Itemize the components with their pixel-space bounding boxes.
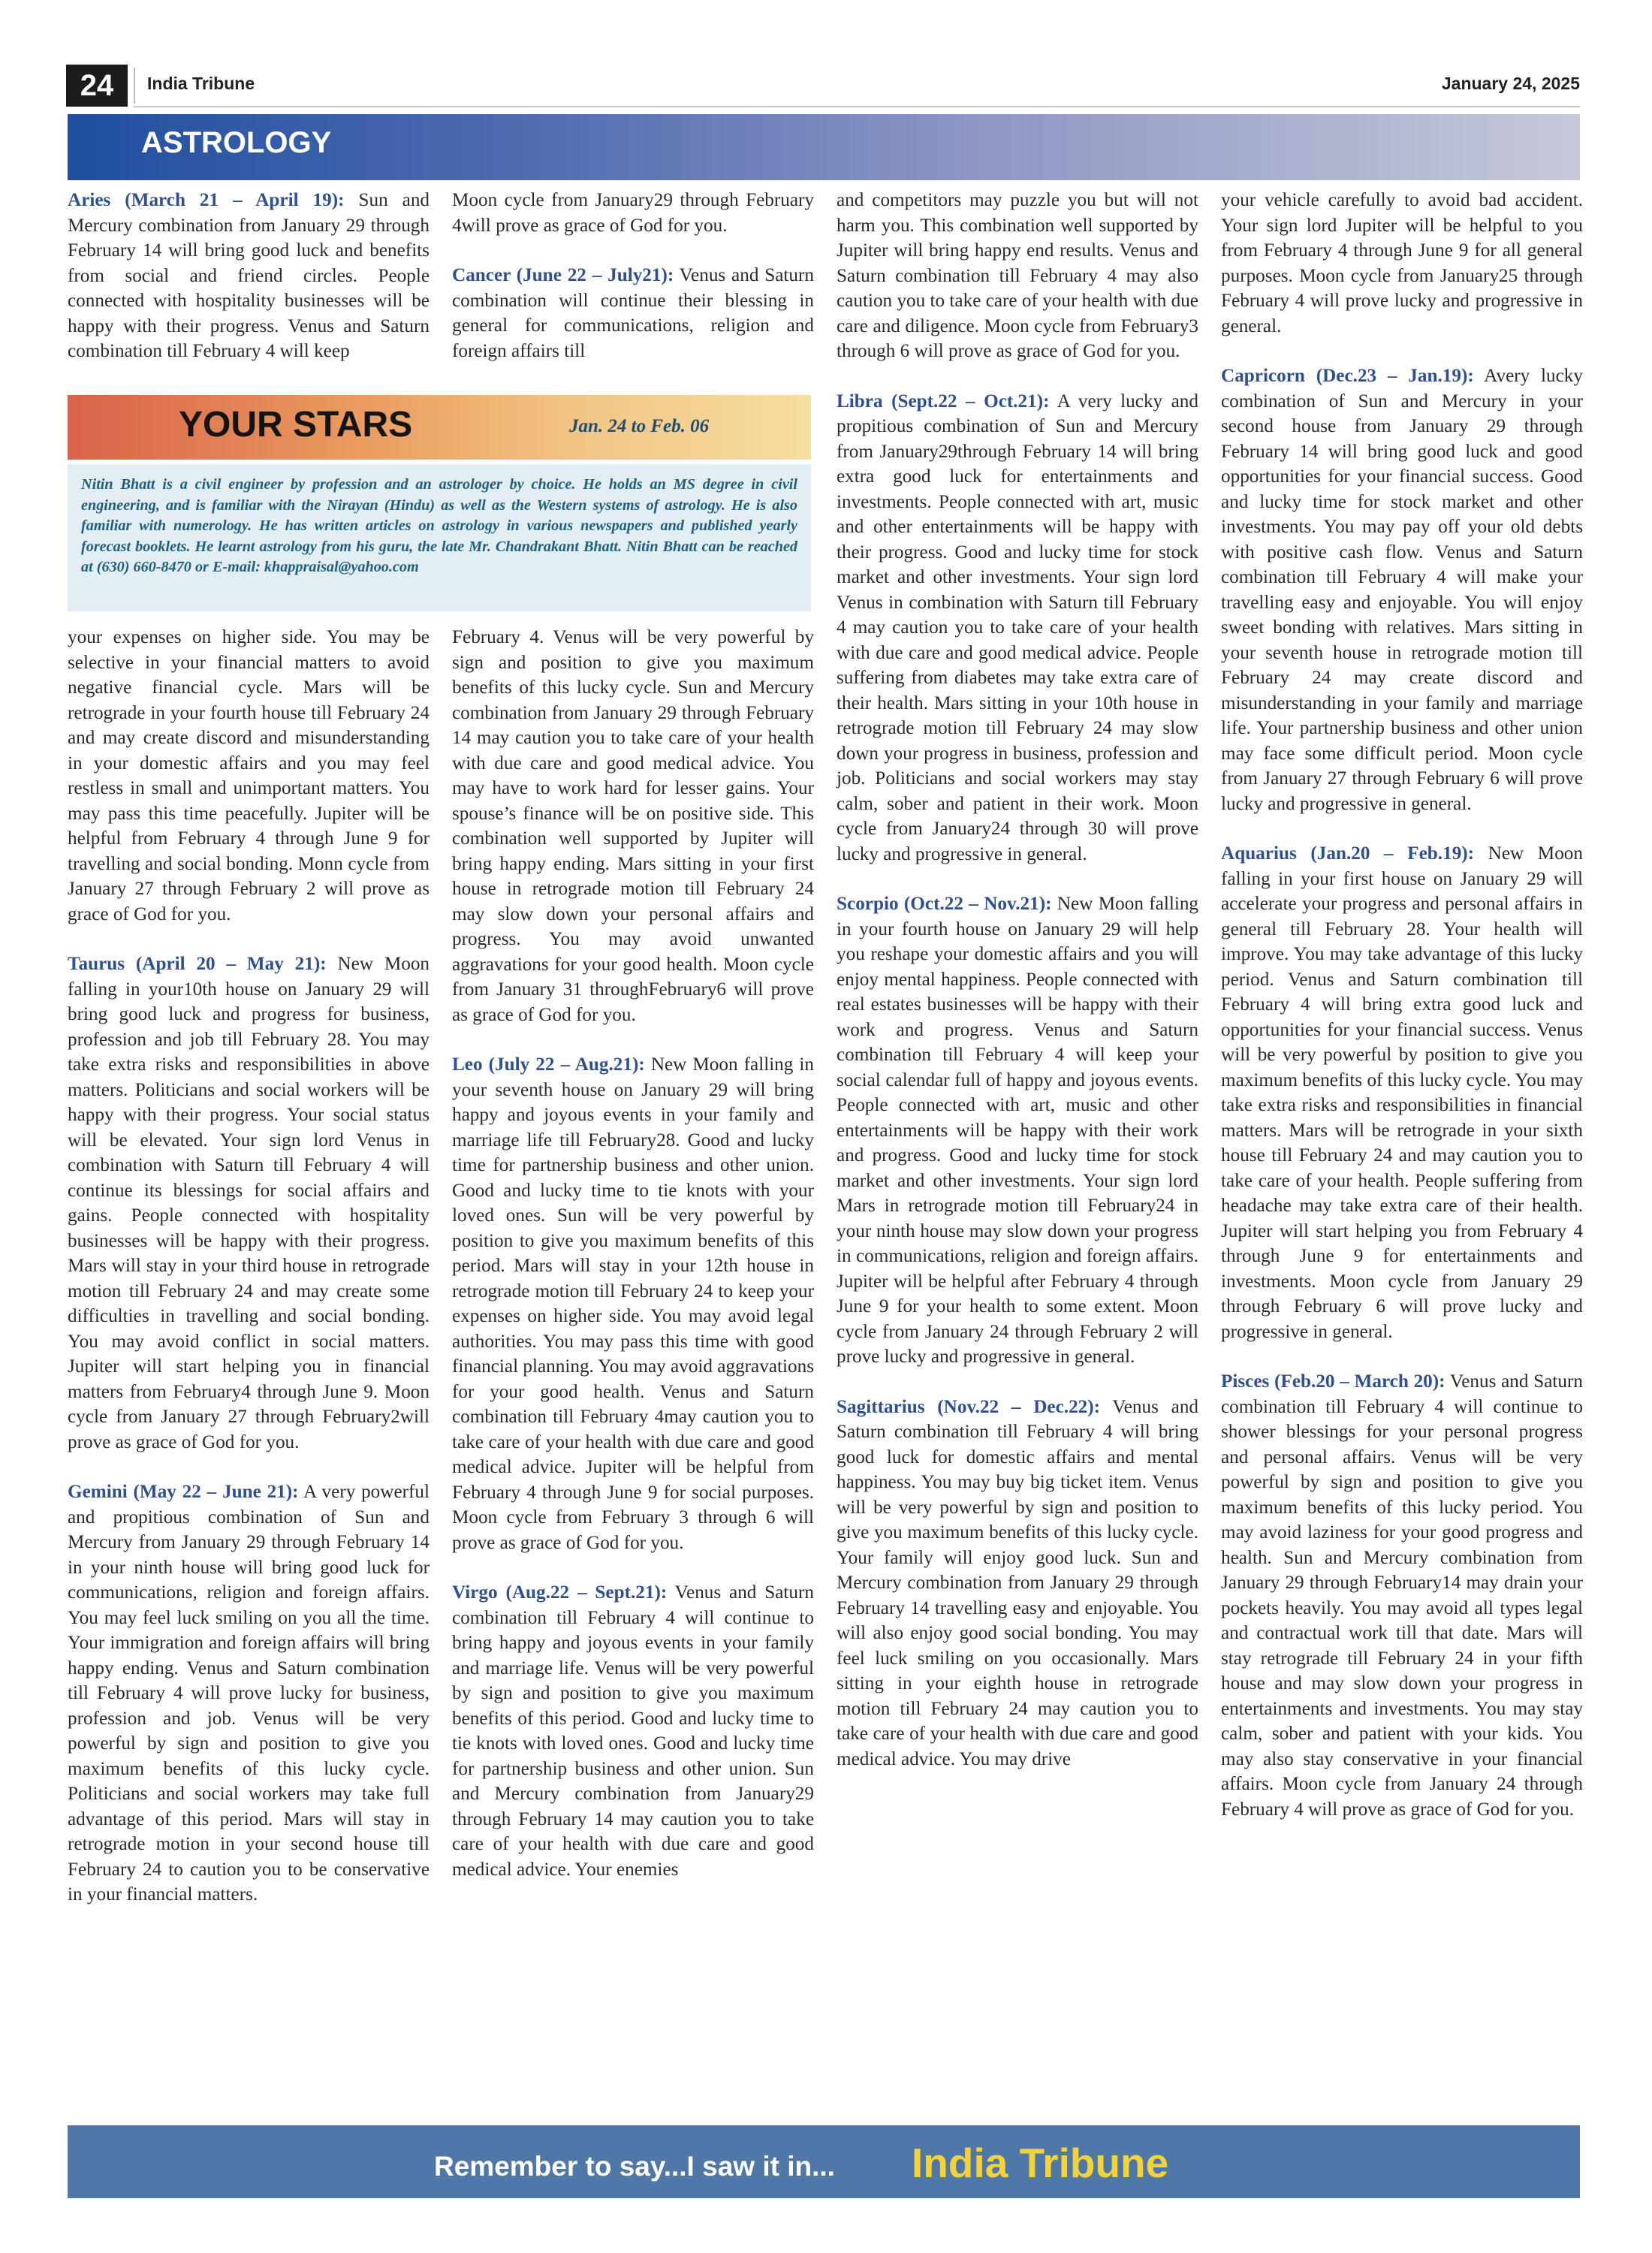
sign-heading: Gemini (May 22 – June 21):: [68, 1482, 299, 1502]
your-stars-title: YOUR STARS: [179, 405, 413, 445]
horoscope-text: New Moon falling in your first house on January 29 will accelerate your progress and personal affairs in general till February 28. Your health will improve. You may take advantage of this lucky period. Venus and Saturn combination till February 4 will bring extra good luck and opportunities for your financial success. Venus will be very powerful by position to give you maximum benefits of this lucky cycle. You may take extra risks and responsibilities in financial matters. Mars will be retrograde in your sixth house till February 24 and may caution you to take care of your health. People suffering from headache may take extra care of their health. Jupiter will start helping you from February 4 through June 9 for entertainments and investments. Moon cycle from January 29 through February 6 will prove lucky and progressive in general.: [1221, 843, 1583, 1342]
footer-banner: [68, 2125, 1580, 2198]
horoscope-libra: [837, 389, 1198, 867]
horoscope-text: New Moon falling in your10th house on January 29 will bring good luck and progress for business, profession and job till February 28. You may take extra risks and responsibilities in above matters. Politicians and social workers will be happy with their progress. Your social status will be elevated. Your sign lord Venus in combination with Saturn till February 4 will continue its blessings for social affairs and gains. People connected with hospitality businesses will be happy with their progress. Mars will stay in your third house in retrograde motion till February 24 and may create some difficulties in travelling and social bonding. You may avoid conflict in social matters. Jupiter will start helping you in financial matters from February4 through June 9. Moon cycle from January 27 through February2will prove as grace of God for you.: [68, 954, 430, 1452]
sign-heading: Aries (March 21 – April 19):: [68, 190, 345, 210]
column-2: [452, 625, 814, 1882]
horoscope-text: Avery lucky combination of Sun and Mercury in your second house from January 29 through February 14 will bring good luck and good opportunities for your financial success. Good and lucky time for stock market and other investments. You may pay off your old debts with positive cash flow. Venus and Saturn combination till February 4 will make your travelling easy and enjoyable. You will enjoy sweet bonding with relatives. Mars sitting in your seventh house in retrograde motion till February 24 may create discord and misunderstanding in your family and marriage life. Your partnership business and other union may face some difficult period. Moon cycle from January 27 through February 6 will prove lucky and progressive in general.: [1221, 366, 1583, 814]
horoscope-text: Moon cycle from January29 through February 4will prove as grace of God for you.: [452, 190, 814, 236]
column-1-top: [68, 188, 430, 364]
horoscope-aquarius: [1221, 841, 1583, 1344]
section-title: ASTROLOGY: [141, 126, 332, 159]
horoscope-text: New Moon falling in your seventh house on January 29 will bring happy and joyous events in your family and marriage life till February28. Good and lucky time for partnership business and other union. Good and lucky time to tie knots with your loved ones. Sun will be very powerful by position to give you maximum benefits of this period. Mars will stay in your 12th house in retrograde motion till February 24 to keep your expenses on higher side. You may avoid legal authorities. You may pass this time with good financial planning. You may avoid aggravations for your good health. Venus and Saturn combination till February 4may caution you to take care of your health with due care and good medical advice. Jupiter will be helpful from February 4 through June 9 for social purposes. Moon cycle from February 3 through 6 will prove as grace of God for you.: [452, 1054, 815, 1553]
horoscope-text: Sun and Mercury combination from January 29 through February 14 will bring good luck and benefits from social and friend circles. People connected with hospitality businesses will be happy with their progress. Venus and Saturn combination till February 4 will keep: [68, 190, 430, 361]
horoscope-virgo-continued: [837, 188, 1198, 364]
footer-brand: India Tribune: [912, 2140, 1169, 2186]
sign-heading: Libra (Sept.22 – Oct.21):: [837, 391, 1050, 412]
horoscope-text: Venus and Saturn combination till February 4 will continue to shower blessings for your personal progress and personal affairs. Venus will be very powerful by sign and position to give you maximum benefits of this lucky period. You may avoid laziness for your good progress and health. Sun and Mercury combination from January 29 through February14 may drain your pockets heavily. You may avoid all types legal and contractual work till that date. Mars will stay retrograde till February 24 in your fifth house and may slow down your progress in entertainments and investments. You may stay calm, sober and patient with your kids. You may also stay conservative in your financial affairs. Moon cycle from January 24 through February 4 will prove as grace of God for you.: [1221, 1371, 1583, 1820]
horoscope-text: A very lucky and propitious combination of Sun and Mercury from January29through February 14 will bring extra good luck for entertainments and investments. People connected with art, music and other entertainments will be happy with their progress. Good and lucky time for stock market and other investments. Your sign lord Venus in combination with Saturn till February 4 may caution you to take care of your health with due care and good medical advice. People suffering from diabetes may take extra care of their health. Mars sitting in your 10th house in retrograde motion till February 24 may slow down your progress in business, profession and job. Politicians and social workers may stay calm, sober and patient in their work. Moon cycle from January24 through 30 will prove lucky and progressive in general.: [837, 391, 1198, 864]
header-divider: [134, 68, 135, 104]
horoscope-text: your vehicle carefully to avoid bad accident. Your sign lord Jupiter will be helpful to you from February 4 through June 9 for all general purposes. Moon cycle from January25 through February 4 will prove lucky and progressive in general.: [1221, 190, 1583, 336]
horoscope-aries: [68, 188, 430, 364]
horoscope-leo: [452, 1052, 814, 1555]
page-number: 24: [66, 65, 128, 107]
astrologer-bio: Nitin Bhatt is a civil engineer by profession and an astrologer by choice. He holds an MS degree in civil engineering, and is familiar with the Nirayan (Hindu) as well as the Western systems of astrology. He is also familiar with numerology. He has written articles on astrology in various newspapers and published yearly forecast booklets. He learnt astrology from his guru, the late Mr. Chandrakant Bhatt. Nitin Bhatt can be reached at (630) 660-8470 or E-mail: khappraisal@yahoo.com: [68, 464, 811, 611]
sign-heading: Aquarius (Jan.20 – Feb.19):: [1221, 843, 1475, 864]
sign-heading: Capricorn (Dec.23 – Jan.19):: [1221, 366, 1474, 386]
column-1: [68, 625, 430, 1908]
forecast-dates: Jan. 24 to Feb. 06: [569, 416, 710, 436]
sign-heading: Virgo (Aug.22 – Sept.21):: [452, 1582, 668, 1603]
horoscope-pisces: [1221, 1369, 1583, 1822]
section-banner: [68, 114, 1580, 180]
horoscope-gemini: [68, 1479, 430, 1908]
column-4: [1221, 188, 1583, 1822]
horoscope-capricorn: [1221, 363, 1583, 816]
publication-name: India Tribune: [147, 74, 255, 93]
your-stars-banner: [68, 395, 811, 460]
sign-heading: Leo (July 22 – Aug.21):: [452, 1054, 645, 1075]
horoscope-text: Venus and Saturn combination will continue their blessing in general for communications, religion and foreign affairs till: [452, 265, 814, 361]
horoscope-sagittarius-continued: [1221, 188, 1583, 339]
horoscope-text: A very powerful and propitious combination of Sun and Mercury from January 29 through February 14 in your ninth house will bring good luck for communications, religion and foreign affairs. You may feel luck smiling on you all the time. Your immigration and foreign affairs will bring happy ending. Venus and Saturn combination till February 4 will prove lucky for business, profession and job. Venus will be very powerful by sign and position to give you maximum benefits of this lucky cycle. Politicians and social workers may take full advantage of this period. Mars will stay in retrograde motion in your second house till February 24 to caution you to be conservative in your financial matters.: [68, 1482, 430, 1905]
sign-heading: Taurus (April 20 – May 21):: [68, 954, 327, 974]
issue-date: January 24, 2025: [1441, 74, 1580, 93]
horoscope-text: Venus and Saturn combination till February 4 will bring good luck for domestic affairs and mental happiness. You may buy big ticket item. Venus will be very powerful by sign and position to give you maximum benefits of this lucky cycle. Your family will enjoy good luck. Sun and Mercury combination from January 29 through February 14 travelling easy and enjoyable. You will also enjoy good social bonding. You may feel luck smiling on you occasionally. Mars sitting in your eighth house in retrograde motion till February 24 may caution you to take care of your health with due care and good medical advice. You may drive: [837, 1396, 1199, 1769]
horoscope-cancer: [452, 263, 814, 363]
column-2-top: [452, 188, 814, 363]
sign-heading: Pisces (Feb.20 – March 20):: [1221, 1371, 1446, 1392]
header-rule: [134, 106, 1580, 107]
horoscope-text: your expenses on higher side. You may be selective in your financial matters to avoid negative financial cycle. Mars will be retrograde in your fourth house till February 24 and may create discord and misunderstanding in your domestic affairs and you may feel restless in small and unimportant matters. You may pass this time peacefully. Jupiter will be helpful from February 4 through June 9 for travelling and social bonding. Monn cycle from January 27 through February 2 will prove as grace of God for you.: [68, 627, 430, 924]
sign-heading: Sagittarius (Nov.22 – Dec.22):: [837, 1396, 1101, 1417]
horoscope-scorpio: [837, 891, 1198, 1370]
horoscope-text: Venus and Saturn combination till February 4 will continue to bring happy and joyous events in your family and marriage life. Venus will be very powerful by sign and position to give you maximum benefits of this period. Good and lucky time to tie knots with loved ones. Good and lucky time for partnership business and other union. Sun and Mercury combination from January29 through February 14 may caution you to take care of your health with due care and good medical advice. Your enemies: [452, 1582, 814, 1880]
horoscope-text: and competitors may puzzle you but will not harm you. This combination well supported by Jupiter will bring happy end results. Venus and Saturn combination till February 4 may also caution you to take care of your health with due care and diligence. Moon cycle from February3 through 6 will prove as grace of God for you.: [837, 190, 1198, 361]
footer-slogan: Remember to say...I saw it in...: [434, 2151, 835, 2182]
horoscope-sagittarius: [837, 1395, 1198, 1772]
sign-heading: Cancer (June 22 – July21):: [452, 265, 674, 285]
horoscope-cancer-continued: [452, 625, 814, 1027]
sign-heading: Scorpio (Oct.22 – Nov.21):: [837, 894, 1052, 914]
horoscope-aries-continued: [68, 625, 430, 927]
horoscope-text: New Moon falling in your fourth house on January 29 will help you reshape your domestic affairs and you will enjoy mental happiness. People connected with real estates businesses will be happy with their work and progress. Venus and Saturn combination till February 4 will keep your social calendar full of happy and joyous events. People connected with art, music and other entertainments will be happy with their work and progress. Good and lucky time for stock market and other investments. Your sign lord Mars in retrograde motion till February24 in your ninth house may slow down your progress in communications, religion and foreign affairs. Jupiter will be helpful after February 4 through June 9 for your health to some extent. Moon cycle from January 24 through February 2 will prove lucky and progressive in general.: [837, 894, 1199, 1367]
horoscope-gemini-continued: [452, 188, 814, 238]
horoscope-text: February 4. Venus will be very powerful by sign and position to give you maximum benefits of this lucky cycle. Sun and Mercury combination from January 29 through February 14 may caution you to take care of your health with due care and good medical advice. You may have to work hard for lesser gains. Your spouse’s finance will be on positive side. This combination well supported by Jupiter will bring happy ending. Mars sitting in your first house in retrograde motion till February 24 may slow down your personal affairs and progress. You may avoid unwanted aggravations for your good health. Moon cycle from January 31 throughFebruary6 will prove as grace of God for you.: [452, 627, 814, 1025]
horoscope-taurus: [68, 952, 430, 1455]
column-3: [837, 188, 1198, 1772]
horoscope-virgo: [452, 1580, 814, 1882]
